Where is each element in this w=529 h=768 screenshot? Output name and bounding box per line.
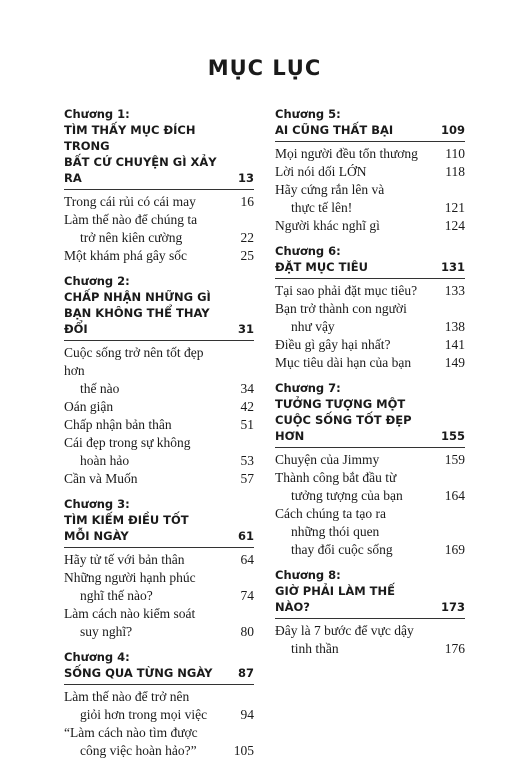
toc-entry[interactable] (64, 434, 254, 470)
toc-entry-page-number: 34 (240, 381, 254, 396)
toc-entry-line: Thành công bắt đầu từ (275, 470, 397, 485)
toc-entry[interactable] (275, 282, 465, 300)
toc-entry-line: Mọi người đều tổn thương (275, 146, 418, 161)
toc-entry[interactable] (64, 344, 254, 398)
toc-entry-line: Cách chúng ta tạo ra (275, 506, 386, 521)
chapter-title[interactable] (64, 512, 254, 544)
toc-entry-line: nghĩ thế nào? (80, 588, 153, 603)
chapter-title[interactable] (64, 122, 254, 186)
toc-entry-line: Cuộc sống trở nên tốt đẹp hơn (64, 345, 204, 378)
toc-entry-line: Làm thế nào để trở nên (64, 689, 190, 704)
toc-entry-page-number: 133 (444, 283, 465, 298)
chapter-divider (64, 684, 254, 685)
toc-entry-line: thay đổi cuộc sống (291, 542, 393, 557)
toc-entry[interactable] (275, 217, 465, 235)
toc-entry-page-number: 25 (240, 248, 254, 263)
toc-entry-line: công việc hoàn hảo?” (80, 743, 197, 758)
chapter-title-line: BẤT CỨ CHUYỆN GÌ XẢY RA (64, 155, 217, 185)
toc-entry[interactable] (275, 505, 465, 559)
toc-entry-line: Điều gì gây hại nhất? (275, 337, 391, 352)
toc-entry[interactable] (275, 163, 465, 181)
chapter-block (275, 243, 465, 372)
chapter-title-line: CHẤP NHẬN NHỮNG GÌ (64, 290, 211, 304)
toc-column-left (64, 106, 254, 768)
chapter-title[interactable] (275, 259, 465, 275)
chapter-page-number: 61 (237, 529, 254, 543)
chapter-number: Chương 2: (64, 274, 130, 288)
toc-column-right (275, 106, 465, 666)
chapter-title-line: GIỜ PHẢI LÀM THẾ NÀO? (275, 584, 396, 614)
toc-entry-page-number: 110 (445, 146, 465, 161)
toc-entry-line: suy nghĩ? (80, 624, 133, 639)
toc-entry[interactable] (64, 688, 254, 724)
chapter-block (64, 496, 254, 641)
toc-entry[interactable] (64, 724, 254, 760)
chapter-page-number: 87 (237, 666, 254, 680)
chapter-divider (275, 447, 465, 448)
chapter-number: Chương 7: (275, 381, 341, 395)
chapter-title-line: SỐNG QUA TỪNG NGÀY (64, 666, 213, 680)
chapter-number: Chương 6: (275, 244, 341, 258)
toc-entry[interactable] (275, 354, 465, 372)
toc-entry-page-number: 176 (444, 641, 465, 656)
toc-entry-page-number: 53 (240, 453, 254, 468)
toc-entry-page-number: 141 (444, 337, 465, 352)
toc-entry-page-number: 64 (240, 552, 254, 567)
chapter-title[interactable] (64, 665, 254, 681)
toc-entry-page-number: 51 (240, 417, 254, 432)
toc-entry-line: Chấp nhận bản thân (64, 417, 172, 432)
toc-entry-page-number: 16 (240, 194, 254, 209)
chapter-title-line: TÌM THẤY MỤC ĐÍCH TRONG (64, 123, 196, 153)
chapter-title-line: TƯỞNG TƯỢNG MỘT (275, 397, 406, 411)
toc-entry-line: Chuyện của Jimmy (275, 452, 380, 467)
toc-entry[interactable] (64, 398, 254, 416)
toc-entry[interactable] (64, 247, 254, 265)
toc-entry-line: Người khác nghĩ gì (275, 218, 380, 233)
chapter-title-line: BẠN KHÔNG THỂ THAY ĐỔI (64, 306, 210, 336)
toc-entry-line: Những người hạnh phúc (64, 570, 196, 585)
chapter-title[interactable] (64, 289, 254, 337)
toc-entry-line: tưởng tượng của bạn (291, 488, 403, 503)
chapter-number: Chương 4: (64, 650, 130, 664)
chapter-title-line: TÌM KIẾM ĐIỀU TỐT (64, 513, 189, 527)
chapter-page-number: 155 (440, 429, 465, 443)
toc-entry-line: Làm cách nào kiểm soát (64, 606, 196, 621)
chapter-title[interactable] (275, 396, 465, 444)
toc-entry-page-number: 42 (240, 399, 254, 414)
chapter-divider (275, 141, 465, 142)
chapter-block (64, 649, 254, 760)
chapter-page-number: 109 (440, 123, 465, 137)
chapter-block (275, 106, 465, 235)
page-title: MỤC LỤC (207, 56, 322, 80)
toc-entry[interactable] (64, 470, 254, 488)
toc-entry-page-number: 149 (444, 355, 465, 370)
toc-entry-line: giỏi hơn trong mọi việc (80, 707, 208, 722)
toc-entry-line: thực tế lên! (291, 200, 353, 215)
toc-entry[interactable] (275, 336, 465, 354)
toc-entry-line: “Làm cách nào tìm được (64, 725, 198, 740)
toc-entry-line: Trong cái rủi có cái may (64, 194, 196, 209)
toc-entry-line: Cái đẹp trong sự không (64, 435, 191, 450)
toc-entry-line: hoàn hảo (80, 453, 130, 468)
toc-entry[interactable] (275, 469, 465, 505)
chapter-divider (64, 189, 254, 190)
toc-entry-line: Cần và Muốn (64, 471, 138, 486)
toc-entry[interactable] (64, 605, 254, 641)
toc-entry-line: tinh thần (291, 641, 339, 656)
toc-entry[interactable] (64, 416, 254, 434)
toc-entry-line: Tại sao phải đặt mục tiêu? (275, 283, 418, 298)
chapter-block (275, 567, 465, 658)
chapter-block (64, 273, 254, 488)
chapter-page-number: 131 (440, 260, 465, 274)
toc-entry-page-number: 80 (240, 624, 254, 639)
toc-entry[interactable] (64, 211, 254, 247)
toc-entry-page-number: 169 (444, 542, 465, 557)
toc-entry-line: Hãy tử tế với bản thân (64, 552, 185, 567)
toc-entry-page-number: 124 (444, 218, 465, 233)
toc-entry[interactable] (275, 181, 465, 217)
chapter-title-line: MỖI NGÀY (64, 529, 129, 543)
chapter-title[interactable] (275, 122, 465, 138)
toc-entry-page-number: 159 (444, 452, 465, 467)
toc-entry-line: thế nào (80, 381, 120, 396)
toc-entry-line: Đây là 7 bước để vực dậy (275, 623, 414, 638)
toc-entry[interactable] (275, 622, 465, 658)
toc-entry[interactable] (275, 145, 465, 163)
toc-entry-page-number: 164 (444, 488, 465, 503)
chapter-number: Chương 3: (64, 497, 130, 511)
toc-entry-line: Bạn trở thành con người (275, 301, 407, 316)
chapter-title-line: ĐẶT MỤC TIÊU (275, 260, 368, 274)
toc-entry-line: những thói quen (291, 524, 380, 539)
toc-entry-line: Một khám phá gây sốc (64, 248, 187, 263)
toc-entry-line: Làm thế nào để chúng ta (64, 212, 198, 227)
toc-entry-line: Hãy cứng rắn lên và (275, 182, 385, 197)
toc-entry-page-number: 118 (445, 164, 465, 179)
chapter-divider (275, 278, 465, 279)
toc-entry-line: Lời nói dối LỚN (275, 164, 367, 179)
chapter-divider (64, 340, 254, 341)
chapter-title-line: AI CŨNG THẤT BẠI (275, 123, 394, 137)
toc-entry-page-number: 57 (240, 471, 254, 486)
toc-entry-page-number: 121 (444, 200, 465, 215)
chapter-block (275, 380, 465, 559)
chapter-divider (64, 547, 254, 548)
chapter-title-line: CUỘC SỐNG TỐT ĐẸP HƠN (275, 413, 412, 443)
toc-entry[interactable] (275, 300, 465, 336)
toc-entry-page-number: 138 (444, 319, 465, 334)
toc-entry-page-number: 94 (240, 707, 254, 722)
chapter-number: Chương 5: (275, 107, 341, 121)
chapter-divider (275, 618, 465, 619)
toc-entry[interactable] (275, 451, 465, 469)
chapter-title[interactable] (275, 583, 465, 615)
chapter-block (64, 106, 254, 265)
toc-entry[interactable] (64, 569, 254, 605)
chapter-page-number: 31 (237, 322, 254, 336)
toc-entry-line: Oán giận (64, 399, 114, 414)
toc-entry[interactable] (64, 193, 254, 211)
chapter-page-number: 13 (237, 171, 254, 185)
toc-entry-page-number: 74 (240, 588, 254, 603)
toc-entry-line: Mục tiêu dài hạn của bạn (275, 355, 412, 370)
toc-entry-line: trở nên kiên cường (80, 230, 183, 245)
chapter-number: Chương 1: (64, 107, 130, 121)
toc-entry[interactable] (64, 551, 254, 569)
toc-entry-page-number: 105 (233, 743, 254, 758)
chapter-page-number: 173 (440, 600, 465, 614)
toc-entry-page-number: 22 (240, 230, 254, 245)
toc-entry-line: như vậy (291, 319, 335, 334)
chapter-number: Chương 8: (275, 568, 341, 582)
